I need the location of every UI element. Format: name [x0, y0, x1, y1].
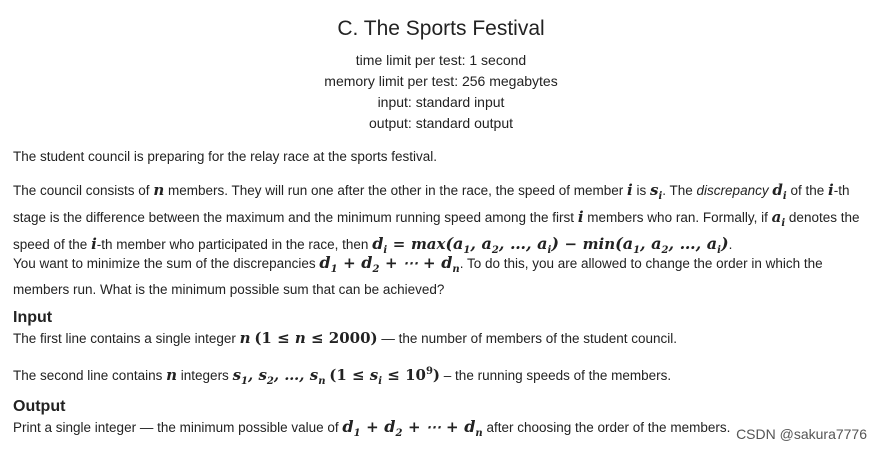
output-heading: Output: [13, 398, 66, 415]
statement-paragraph-2: The council consists of n members. They will run one after the other in the race, the speed of member i is $s_i$. The discrepancy $d_i$ of the i-th stage is the difference between the maximum and the minimum running speed among the first i members who ran. Formally, if $a_i$ denotes the speed of the i-th member who participated in the race, then $d_i = \max(a_1$, $a_2$, …, $a_i) - \min(a_1$, $a_2$, …, $a_i$).: [13, 181, 860, 257]
memory-limit: memory limit per test: 256 megabytes: [324, 73, 558, 89]
input-heading: Input: [13, 309, 53, 326]
input-source: input: standard input: [377, 94, 505, 110]
statement-paragraph-3: You want to minimize the sum of the discrepancies $d_1 + d_2$ + ⋯ + $d_n$. To do this, you are allowed to change the order in which the members run. What is the minimum possible sum that can be achieved?: [13, 253, 823, 298]
statement-paragraph-1: The student council is preparing for the relay race at the sports festival.: [13, 149, 437, 164]
output-line-1: Print a single integer — the minimum possible value of $d_1 + d_2$ + ⋯ + $d_n$ after choosing the order of the members.: [13, 417, 731, 440]
input-line-2: The second line contains n integers $s_1$, $s_2$, …, $s_n$ $(1 \le s_i \le 10^9)$ – the running speeds of the members.: [13, 366, 672, 387]
watermark: CSDN @sakura7776: [736, 426, 867, 442]
problem-title: C. The Sports Festival: [337, 17, 545, 40]
output-source: output: standard output: [369, 115, 513, 131]
input-line-1: The first line contains a single integer n (1 ≤ n ≤ 2000) — the number of members of the student council.: [13, 329, 678, 347]
time-limit: time limit per test: 1 second: [355, 52, 527, 68]
problem-header: [0, 14, 882, 134]
